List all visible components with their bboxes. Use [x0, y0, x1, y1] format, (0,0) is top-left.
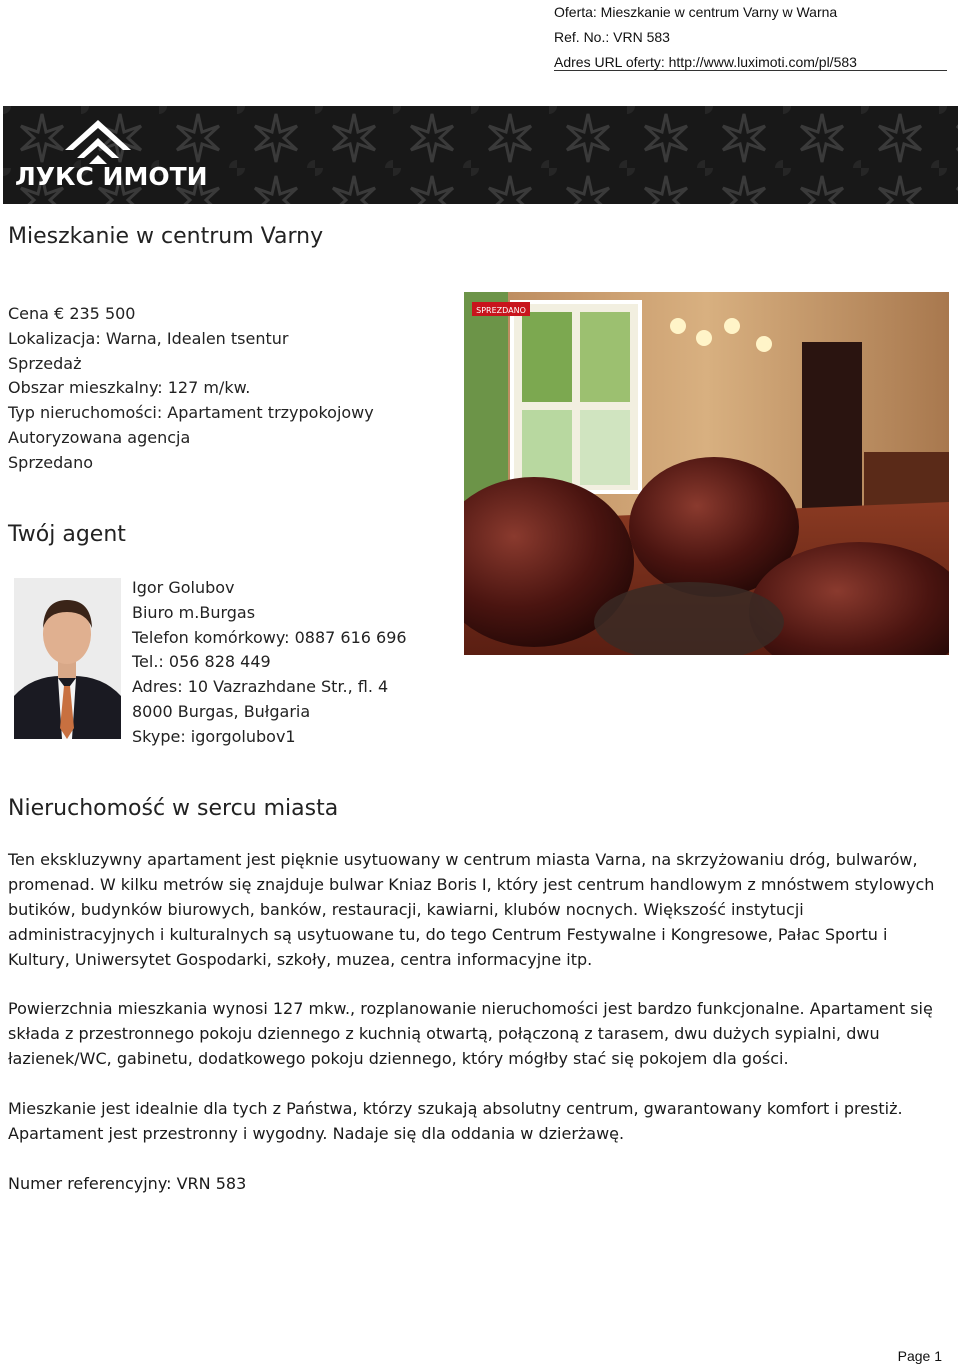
- property-photo: [464, 292, 949, 655]
- agent-contact: [132, 576, 407, 750]
- page-number: Page 1: [897, 1348, 942, 1364]
- agent-city: 8000 Burgas, Bułgaria: [132, 701, 311, 721]
- reference-line: Numer referencyjny: VRN 583: [8, 1173, 247, 1193]
- agent-office: Biuro m.Burgas: [132, 602, 256, 622]
- living-room-illustration: [464, 292, 949, 655]
- description-paragraph: Ten ekskluzywny apartament jest pięknie usytuowany w centrum miasta Varna, na skrzyżowaniu dróg, bulwarów, promenad. W kilku metrów się znajduje bulwar Kniaz Boris I, który jest centrum handlowym z mnóstwem stylowych butików, budynków biurowych, banków, restauracji, kawiarni, klubów nocnych. Większość instytucji administracyjnych i kulturalnych są usytuowane tu, do tego Centrum Festywalne i Kongresowe, Pałac Sportu i Kultury, Uniwersytet Gospodarki, szkoły, muzea, centra informacyjne itp.: [8, 850, 935, 969]
- agent-mobile: Telefon komórkowy: 0887 616 696: [132, 627, 407, 647]
- price: Cena € 235 500: [8, 304, 136, 323]
- description-body: [8, 848, 943, 1222]
- sold-badge: SPREZDANO: [476, 306, 526, 315]
- document-header: [554, 0, 946, 75]
- location: Lokalizacja: Warna, Idealen tsentur: [8, 328, 289, 348]
- description-paragraph: Powierzchnia mieszkania wynosi 127 mkw., rozplanowanie nieruchomości jest bardzo funkcjonalne. Apartament się składa z przestronnego pokoju dziennego z kuchnią otwartą, połączoną z tarasem, dwu dużych sypialni, dwu łazienek/WC, gabinetu, dodatkowego pokoju dziennego, który mógłby stać się pokojem dla gości.: [8, 999, 933, 1069]
- agent-portrait: [14, 578, 121, 739]
- living-area: Obszar mieszkalny: 127 m/kw.: [8, 378, 251, 398]
- agent-name: Igor Golubov: [132, 578, 235, 597]
- property-type: Typ nieruchomości: Apartament trzypokojowy: [8, 403, 374, 423]
- listing-facts: [8, 302, 374, 476]
- agent-heading: Twój agent: [8, 522, 126, 547]
- sale-status: Sprzedano: [8, 452, 94, 472]
- transaction-type: Sprzedaż: [8, 353, 82, 373]
- offer-title: Oferta: Mieszkanie w centrum Varny w Warna: [554, 4, 838, 20]
- company-banner: [3, 106, 958, 204]
- logo-wordmark: ЛУКС ИМОТИ: [15, 162, 208, 191]
- header-divider: [554, 70, 947, 71]
- offer-url[interactable]: Adres URL oferty: http://www.luximoti.com/pl/583: [554, 54, 857, 70]
- agent-phone: Tel.: 056 828 449: [132, 652, 271, 672]
- agency-status: Autoryzowana agencja: [8, 427, 191, 447]
- agent-skype: Skype: igorgolubov1: [132, 726, 296, 746]
- listing-title: Mieszkanie w centrum Varny: [8, 224, 324, 249]
- agent-address: Adres: 10 Vazrazhdane Str., fl. 4: [132, 677, 389, 697]
- reference-number: Ref. No.: VRN 583: [554, 29, 670, 45]
- description-heading: Nieruchomość w sercu miasta: [8, 796, 339, 821]
- description-paragraph: Mieszkanie jest idealnie dla tych z Państwa, którzy szukają absolutny centrum, gwarantowany komfort i prestiż. Apartament jest przestronny i wygodny. Nadaje się dla oddania w dzierżawę.: [8, 1099, 903, 1143]
